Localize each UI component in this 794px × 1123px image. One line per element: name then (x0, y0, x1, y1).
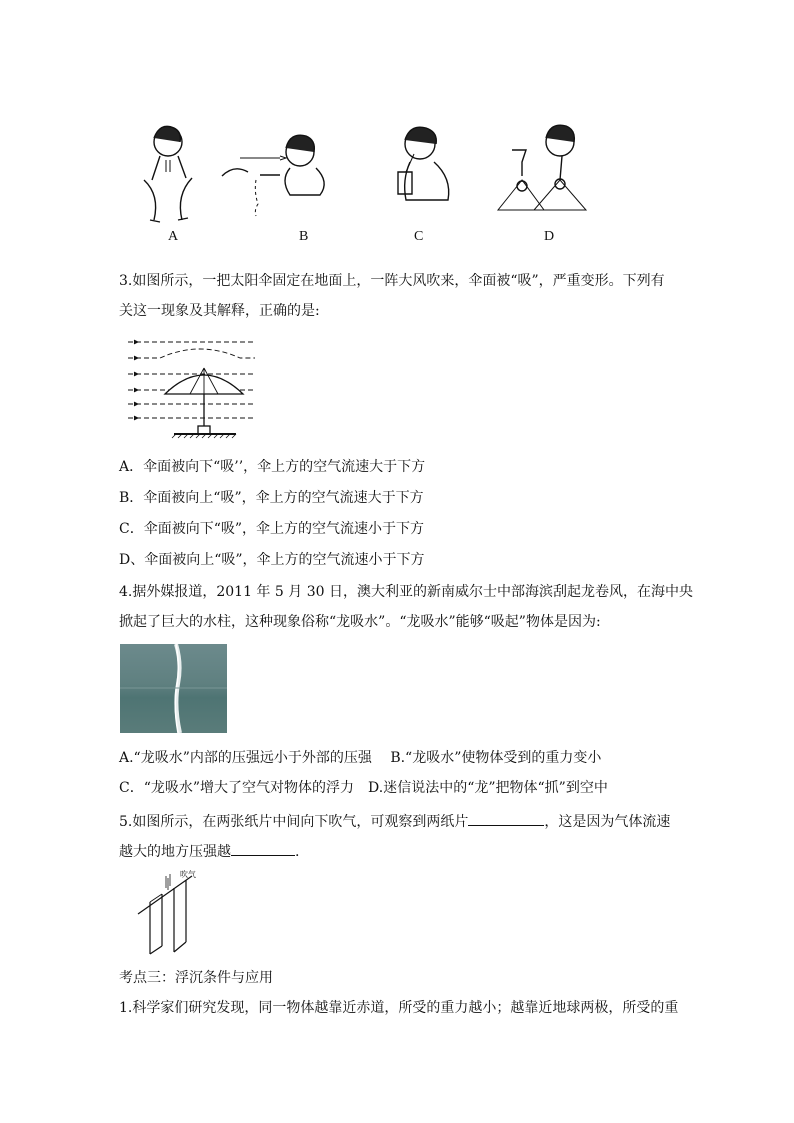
q4-option-line2: C．“龙吸水”增大了空气对物体的浮力 D.迷信说法中的“龙”把物体“抓”到空中 (119, 780, 608, 796)
figure-umbrella-wind (120, 332, 270, 442)
q3-stem-line2: 关这一现象及其解释，正确的是: (119, 303, 320, 319)
q5-line2 (119, 841, 299, 861)
figure-c-child-drinking-straw (398, 127, 449, 200)
q5-line1-text-b: ，这是因为气体流速 (544, 814, 671, 830)
figure-label-c: C (414, 229, 424, 244)
q4-option-line1: A.“龙吸水”内部的压强远小于外部的压强 B.“龙吸水”使物体受到的重力变小 (119, 750, 602, 766)
figure-label-d: D (544, 229, 555, 244)
q5-answer-blank-1[interactable] (468, 811, 544, 826)
q5-answer-blank-2[interactable] (231, 841, 295, 856)
q3-option-b: B．伞面被向上“吸”，伞上方的空气流速大于下方 (119, 490, 424, 506)
figure-a-child-blowing-paper (144, 126, 192, 222)
q3-option-c: C．伞面被向下“吸”，伞上方的空气流速小于下方 (119, 521, 425, 537)
q3-option-d: D、伞面被向上“吸”，伞上方的空气流速小于下方 (119, 552, 425, 568)
figure-b-child-blowing-strip (222, 135, 324, 216)
figure-children-experiments (130, 120, 610, 240)
photo-waterspout (120, 644, 227, 733)
section3-title: 考点三：浮沉条件与应用 (119, 970, 273, 986)
q4-stem-line1: 4.据外媒报道，2011 年 5 月 30 日，澳大利亚的新南威尔士中部海滨刮起龙卷风，在海中央 (119, 584, 693, 600)
q4-stem-line2: 掀起了巨大的水柱，这种现象俗称“龙吸水”。“龙吸水”能够“吸起”物体是因为: (119, 614, 601, 630)
q5-line2-text-b: . (295, 844, 300, 860)
q5-line1 (119, 811, 670, 831)
q5-line1-text-a: 5.如图所示，在两张纸片中间向下吹气，可观察到两纸片 (119, 814, 469, 830)
figure-d-child-funnel-ball (498, 125, 586, 210)
q5-line2-text-a: 越大的地方压强越 (119, 844, 231, 860)
figure-label-a: A (168, 229, 179, 244)
q3-option-a: A．伞面被向下“吸’’，伞上方的空气流速大于下方 (119, 459, 426, 475)
q5-figure-label: 吹气 (180, 870, 196, 879)
section3-q1-line1: 1.科学家们研究发现，同一物体越靠近赤道，所受的重力越小；越靠近地球两极，所受的重 (119, 1000, 679, 1016)
figure-two-paper-sheets (132, 866, 222, 956)
q3-stem-line1: 3.如图所示，一把太阳伞固定在地面上，一阵大风吹来，伞面被“吸”，严重变形。下列有 (119, 273, 665, 289)
figure-label-b: B (299, 229, 309, 244)
